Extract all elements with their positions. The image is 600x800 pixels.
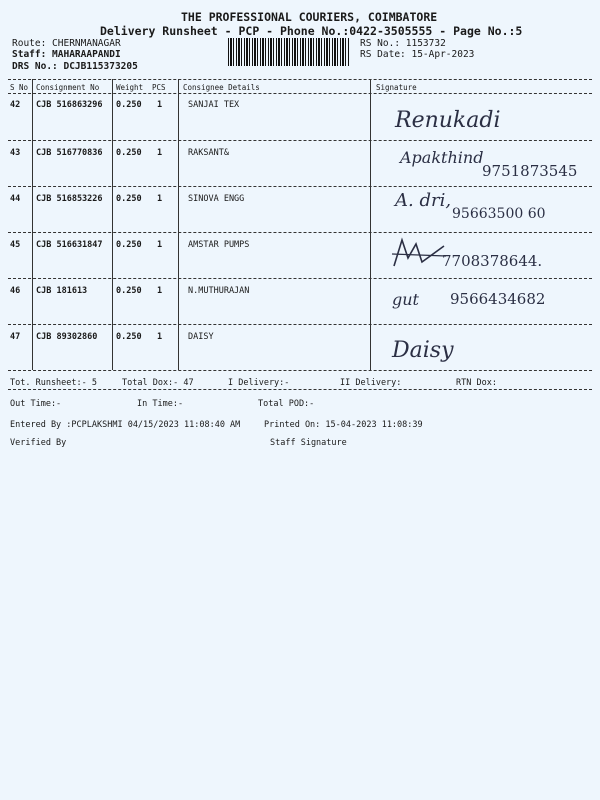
row-consignee: SINOVA ENGG [188, 194, 245, 204]
row-pcs: 1 [157, 286, 163, 296]
row-sno: 46 [10, 286, 21, 296]
rtn-dox: RTN Dox: [456, 378, 497, 388]
column-divider [370, 79, 371, 370]
total-pod: Total POD:- [258, 399, 315, 409]
row-weight: 0.250 [116, 194, 142, 204]
signature-scribble [388, 236, 448, 272]
handwritten-phone: 7708378644. [442, 252, 543, 270]
row-pcs: 1 [157, 148, 163, 158]
col-header-consignment: Consignment No [36, 83, 100, 92]
col-header-sno: S No [10, 83, 29, 92]
row-consignment-no: CJB 516863296 [36, 100, 103, 110]
totals-rule [8, 389, 592, 390]
col-header-pcs: PCS [152, 83, 166, 92]
row-pcs: 1 [157, 240, 163, 250]
row-sno: 47 [10, 332, 21, 342]
row-weight: 0.250 [116, 148, 142, 158]
drs-number: DRS No.: DCJB115373205 [12, 61, 138, 72]
table-header-rule [8, 93, 592, 94]
total-dox: Total Dox:- 47 [122, 378, 194, 388]
row-weight: 0.250 [116, 100, 142, 110]
in-time: In Time:- [137, 399, 184, 409]
col-header-consignee: Consignee Details [183, 83, 260, 92]
row-divider [8, 186, 592, 187]
verified-by: Verified By [10, 438, 67, 448]
row-pcs: 1 [157, 194, 163, 204]
column-divider [112, 79, 113, 370]
rs-date: RS Date: 15-Apr-2023 [360, 49, 475, 60]
rs-number: RS No.: 1153732 [360, 38, 446, 49]
row-sno: 45 [10, 240, 21, 250]
row-pcs: 1 [157, 100, 163, 110]
col-header-weight: Weight [116, 83, 144, 92]
col-header-signature: Signature [376, 83, 417, 92]
out-time: Out Time:- [10, 399, 62, 409]
ii-delivery: II Delivery: [340, 378, 402, 388]
row-divider [8, 324, 592, 325]
row-consignee: AMSTAR PUMPS [188, 240, 250, 250]
row-consignment-no: CJB 516631847 [36, 240, 103, 250]
row-divider [8, 232, 592, 233]
handwritten-signature: Renukadi [395, 108, 501, 133]
handwritten-signature: A. dri, [395, 190, 452, 211]
row-consignee: RAKSANT& [188, 148, 229, 158]
staff-label: Staff: MAHARAAPANDI [12, 49, 121, 60]
handwritten-phone: 9566434682 [450, 290, 546, 308]
row-consignee: DAISY [188, 332, 214, 342]
row-divider [8, 140, 592, 141]
column-divider [32, 79, 33, 370]
row-consignment-no: CJB 516853226 [36, 194, 103, 204]
handwritten-phone: 9751873545 [482, 162, 578, 180]
row-consignment-no: CJB 89302860 [36, 332, 98, 342]
company-name: THE PROFESSIONAL COURIERS, COIMBATORE [181, 10, 438, 24]
row-weight: 0.250 [116, 240, 142, 250]
handwritten-signature: Daisy [392, 338, 454, 363]
row-consignment-no: CJB 181613 [36, 286, 88, 296]
table-bottom-rule [8, 370, 592, 371]
row-sno: 42 [10, 100, 21, 110]
table-top-rule [8, 79, 592, 80]
handwritten-phone: 95663500 60 [452, 206, 546, 222]
barcode-graphic [228, 38, 350, 66]
row-consignment-no: CJB 516770836 [36, 148, 103, 158]
route-label: Route: CHERNMANAGAR [12, 38, 121, 49]
row-consignee: N.MUTHURAJAN [188, 286, 250, 296]
i-delivery: I Delivery:- [228, 378, 290, 388]
entered-by: Entered By :PCPLAKSHMI 04/15/2023 11:08:40 AM [10, 420, 241, 430]
row-pcs: 1 [157, 332, 163, 342]
handwritten-signature: Apakthind [400, 148, 484, 167]
staff-signature-label: Staff Signature [270, 438, 347, 448]
handwritten-signature: gut [392, 290, 419, 309]
runsheet-subtitle: Delivery Runsheet - PCP - Phone No.:0422-3505555 - Page No.:5 [100, 24, 523, 38]
row-sno: 44 [10, 194, 21, 204]
row-weight: 0.250 [116, 332, 142, 342]
column-divider [178, 79, 179, 370]
row-divider [8, 278, 592, 279]
total-runsheet: Tot. Runsheet:- 5 [10, 378, 97, 388]
row-sno: 43 [10, 148, 21, 158]
row-consignee: SANJAI TEX [188, 100, 240, 110]
row-weight: 0.250 [116, 286, 142, 296]
printed-on: Printed On: 15-04-2023 11:08:39 [264, 420, 423, 430]
